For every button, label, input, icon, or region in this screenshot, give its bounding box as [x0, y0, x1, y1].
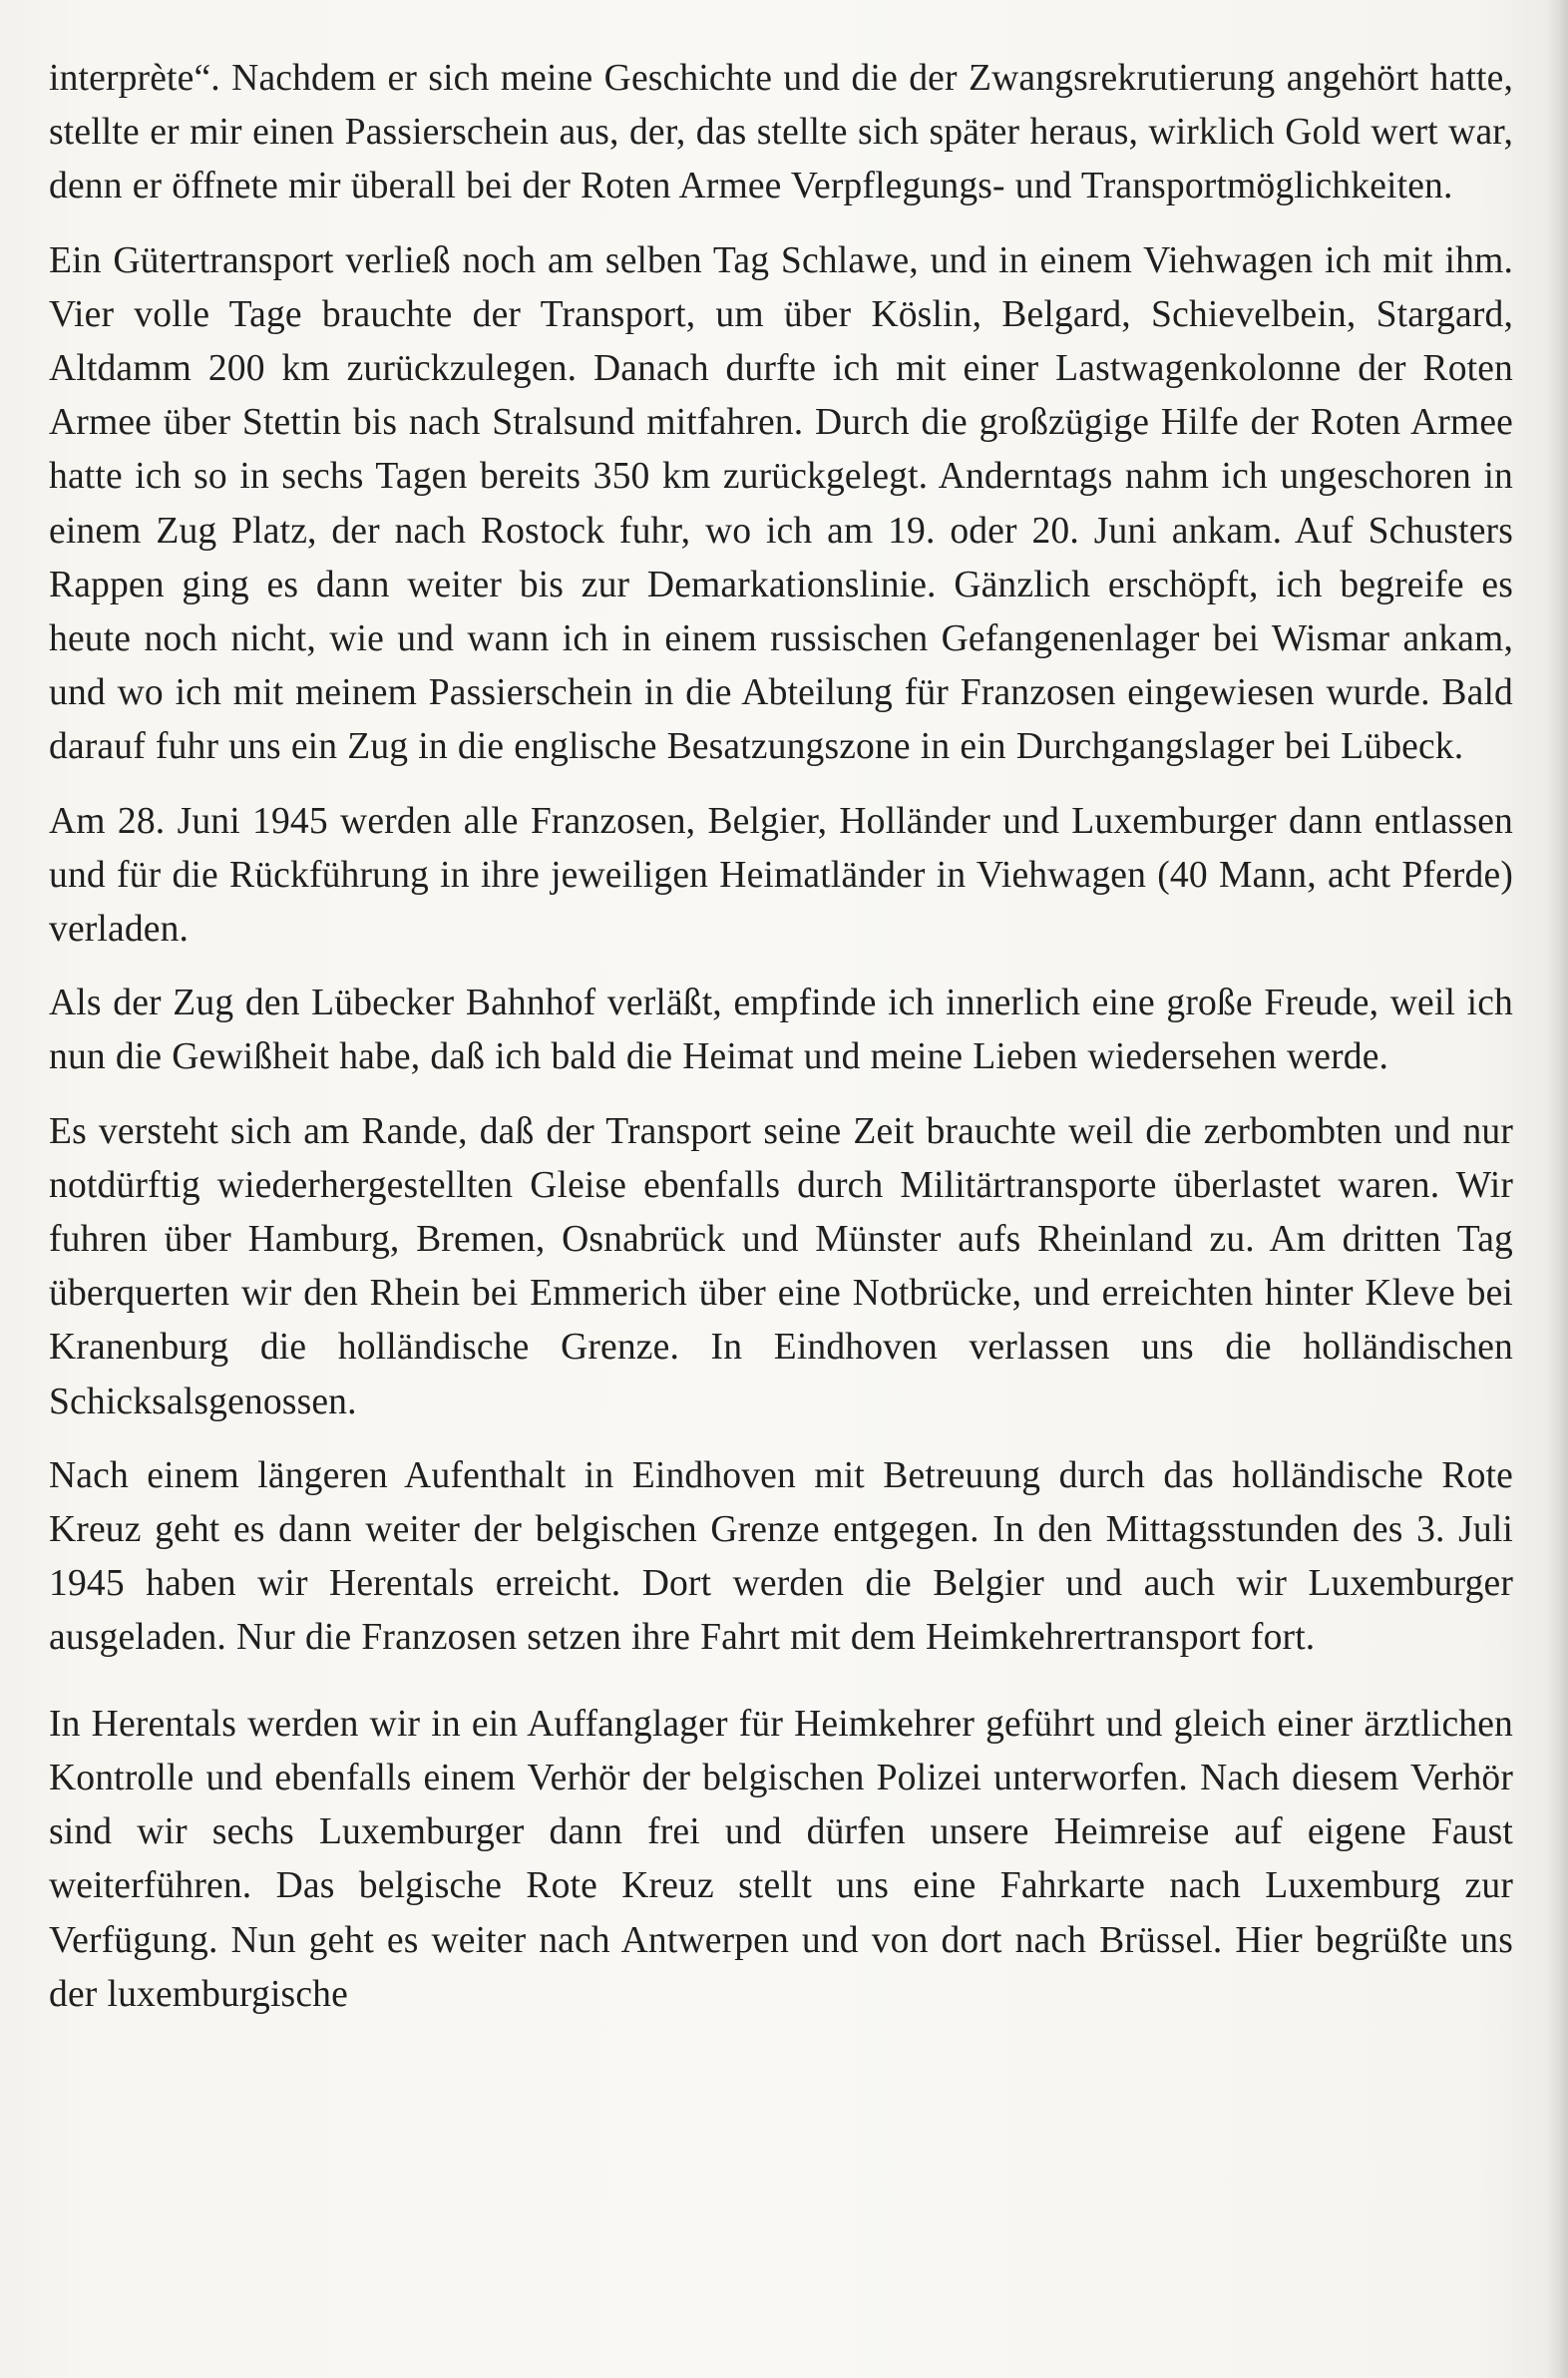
body-text [49, 52, 1513, 2022]
paragraph-7: In Herentals werden wir in ein Auffanglager für Heimkehrer geführt und gleich einer ärztlichen Kontrolle und ebenfalls einem Verhör der belgischen Polizei unterworfen. Nach diesem Verhör sind wir sechs Luxemburger dann frei und dürfen unsere Heimreise auf eigene Faust weiterführen. Das belgische Rote Kreuz stellt uns eine Fahrkarte nach Luxemburg zur Verfügung. Nun geht es weiter nach Antwerpen und von dort nach Brüssel. Hier begrüßte uns der luxemburgische [49, 1703, 1513, 2015]
paragraph-2: Ein Gütertransport verließ noch am selben Tag Schlawe, und in einem Viehwagen ich mit ihm. Vier volle Tage brauchte der Transport, um über Köslin, Belgard, Schievelbein, Stargard, Altdamm 200 km zurückzulegen. Danach durfte ich mit einer Lastwagenkolonne der Roten Armee über Stettin bis nach Stralsund mitfahren. Durch die großzügige Hilfe der Roten Armee hatte ich so in sechs Tagen bereits 350 km zurückgelegt. Anderntags nahm ich ungeschoren in einem Zug Platz, der nach Rostock fuhr, wo ich am 19. oder 20. Juni ankam. Auf Schusters Rappen ging es dann weiter bis zur Demarkationslinie. Gänzlich erschöpft, ich begreife es heute noch nicht, wie und wann ich in einem russischen Gefangenenlager bei Wismar ankam, und wo ich mit meinem Passierschein in die Abteilung für Franzosen eingewiesen wurde. Bald darauf fuhr uns ein Zug in die englische Besatzungszone in ein Durchgangslager bei Lübeck. [49, 239, 1513, 768]
paragraph-3: Am 28. Juni 1945 werden alle Franzosen, Belgier, Holländer und Luxemburger dann entlassen und für die Rückführung in ihre jeweiligen Heimatländer in Viehwagen (40 Mann, acht Pferde) verladen. [49, 800, 1513, 951]
paragraph-1: interprète“. Nachdem er sich meine Geschichte und die der Zwangsrekrutierung angehört hatte, stellte er mir einen Passierschein aus, der, das stellte sich später heraus, wirklich Gold wert war, denn er öffnete mir überall bei der Roten Armee Verpflegungs- und Transportmöglichkeiten. [49, 58, 1513, 207]
paragraph-4: Als der Zug den Lübecker Bahnhof verläßt, empfinde ich innerlich eine große Freude, weil ich nun die Gewißheit habe, daß ich bald die Heimat und meine Lieben wiedersehen werde. [49, 983, 1513, 1078]
paragraph-6: Nach einem längeren Aufenthalt in Eindhoven mit Betreuung durch das holländische Rote Kreuz geht es dann weiter der belgischen Grenze entgegen. In den Mittagsstunden des 3. Juli 1945 haben wir Herentals erreicht. Dort werden die Belgier und auch wir Luxemburger ausgeladen. Nur die Franzosen setzen ihre Fahrt mit dem Heimkehrertransport fort. [49, 1454, 1513, 1659]
paragraph-5: Es versteht sich am Rande, daß der Transport seine Zeit brauchte weil die zerbombten und nur notdürftig wiederhergestellten Gleise ebenfalls durch Militärtransporte überlastet waren. Wir fuhren über Hamburg, Bremen, Osnabrück und Münster aufs Rheinland zu. Am dritten Tag überquerten wir den Rhein bei Emmerich über eine Notbrücke, und erreichten hinter Kleve bei Kranenburg die holländische Grenze. In Eindhoven verlassen uns die holländischen Schicksalsgenossen. [49, 1110, 1513, 1422]
page-binding-shadow [1546, 0, 1568, 2378]
